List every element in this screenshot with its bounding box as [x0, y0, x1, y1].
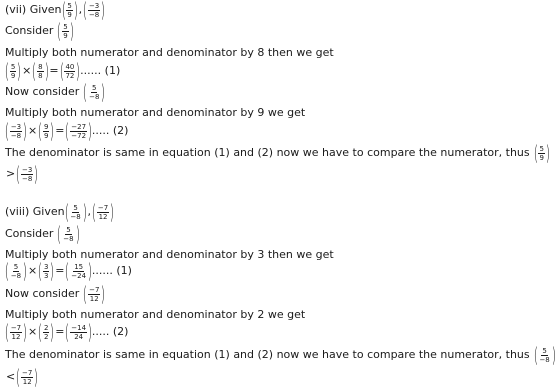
fraction: $\frac{-27}{-72}$: [71, 122, 87, 140]
multiply-text-viii-2: Multiply both numerator and denominator by 2 we get: [5, 308, 306, 321]
multiply-text-vii-1: Multiply both numerator and denominator by 8 then we get: [5, 46, 334, 59]
fraction: $\frac{3}{3}$: [43, 262, 49, 280]
fraction: $\frac{-3}{-8}$: [10, 122, 22, 140]
given-label: (vii) Given: [5, 3, 62, 16]
fraction: $\frac{-3}{-8}$: [88, 1, 100, 19]
fraction: $\frac{5}{-8}$: [63, 225, 74, 243]
fraction: $\frac{8}{8}$: [38, 62, 43, 80]
fraction: $\frac{5}{-8}$: [70, 203, 81, 221]
consider-line-vii: Consider ( $\frac{5}{9}$ ): [5, 19, 74, 43]
comparison-symbol: <: [6, 370, 16, 383]
fraction: $\frac{-7}{12}$: [22, 368, 33, 386]
given-line-vii: (vii) Given ( $\frac{5}{9}$ ) , ( $\frac{-3}{-8}$ ): [5, 0, 106, 22]
equation-2-vii: ( $\frac{-3}{-8}$ ) × ( $\frac{9}{9}$ ) = ( $\frac{-27}{-72}$ ) ..... (2): [4, 119, 129, 143]
equation-tag: ..... (2): [91, 124, 129, 137]
given-label: (viii) Given: [5, 205, 65, 218]
fraction: $\frac{-7}{12}$: [89, 285, 100, 303]
conclusion-compare-viii: < ( $\frac{-7}{12}$ ): [6, 365, 39, 389]
paren-close: ): [101, 0, 106, 22]
now-consider-line-viii: Now consider ( $\frac{-7}{12}$ ): [5, 282, 106, 306]
paren-close: ): [73, 0, 78, 22]
fraction: $\frac{-7}{12}$: [10, 323, 22, 341]
equation-1-vii: ( $\frac{5}{9}$ ) × ( $\frac{8}{8}$ ) = ( $\frac{40}{72}$ ) ...... (1): [4, 59, 121, 83]
equation-tag: ...... (1): [91, 264, 132, 277]
fraction: $\frac{5}{-8}$: [89, 83, 100, 101]
consider-label: Consider: [5, 227, 54, 240]
equation-tag: ...... (1): [80, 64, 121, 77]
fraction: $\frac{40}{72}$: [65, 62, 75, 80]
consider-line-viii: Consider ( $\frac{5}{-8}$ ): [5, 222, 80, 246]
equation-tag: ..... (2): [91, 325, 129, 338]
fraction: $\frac{2}{2}$: [43, 323, 49, 341]
equation-2-viii: ( $\frac{-7}{12}$ ) × ( $\frac{2}{2}$ ) = ( $\frac{-14}{24}$ ) ..... (2): [4, 320, 129, 344]
now-consider-label: Now consider: [5, 85, 80, 98]
paren-open: (: [82, 0, 88, 22]
fraction: $\frac{5}{9}$: [63, 22, 68, 40]
fraction: $\frac{-14}{24}$: [71, 323, 87, 341]
conclusion-text: The denominator is same in equation (1) and (2) now we have to compare the numerator, thus: [5, 348, 530, 361]
fraction: $\frac{5}{9}$: [539, 144, 544, 162]
consider-label: Consider: [5, 24, 54, 37]
fraction: $\frac{5}{-8}$: [10, 262, 22, 280]
fraction: $\frac{15}{-24}$: [71, 262, 87, 280]
conclusion-line-viii: The denominator is same in equation (1) and (2) now we have to compare the numerator, thus ( $\frac{5}{-8}$ ): [5, 343, 556, 367]
comparison-symbol: >: [6, 167, 16, 180]
multiply-text-vii-2: Multiply both numerator and denominator by 9 we get: [5, 106, 306, 119]
fraction: $\frac{5}{9}$: [10, 62, 16, 80]
fraction: $\frac{-7}{12}$: [97, 203, 109, 221]
paren-open: (: [61, 0, 66, 22]
now-consider-line-vii: Now consider ( $\frac{5}{-8}$ ): [5, 80, 106, 104]
conclusion-text: The denominator is same in equation (1) and (2) now we have to compare the numerator, thus: [5, 146, 530, 159]
conclusion-line-vii: The denominator is same in equation (1) and (2) now we have to compare the numerator, thus ( $\frac{5}{9}$ ): [5, 141, 550, 165]
now-consider-label: Now consider: [5, 287, 80, 300]
fraction: $\frac{-3}{-8}$: [22, 165, 33, 183]
fraction: $\frac{5}{9}$: [67, 1, 72, 19]
fraction: $\frac{5}{-8}$: [539, 346, 550, 364]
given-line-viii: (viii) Given ( $\frac{5}{-8}$ ) , ( $\frac{-7}{12}$ ): [5, 200, 115, 224]
fraction: $\frac{9}{9}$: [43, 122, 49, 140]
multiply-text-viii-1: Multiply both numerator and denominator by 3 then we get: [5, 248, 334, 261]
conclusion-compare-vii: > ( $\frac{-3}{-8}$ ): [6, 162, 39, 186]
equation-1-viii: ( $\frac{5}{-8}$ ) × ( $\frac{3}{3}$ ) = ( $\frac{15}{-24}$ ) ...... (1): [4, 259, 132, 283]
